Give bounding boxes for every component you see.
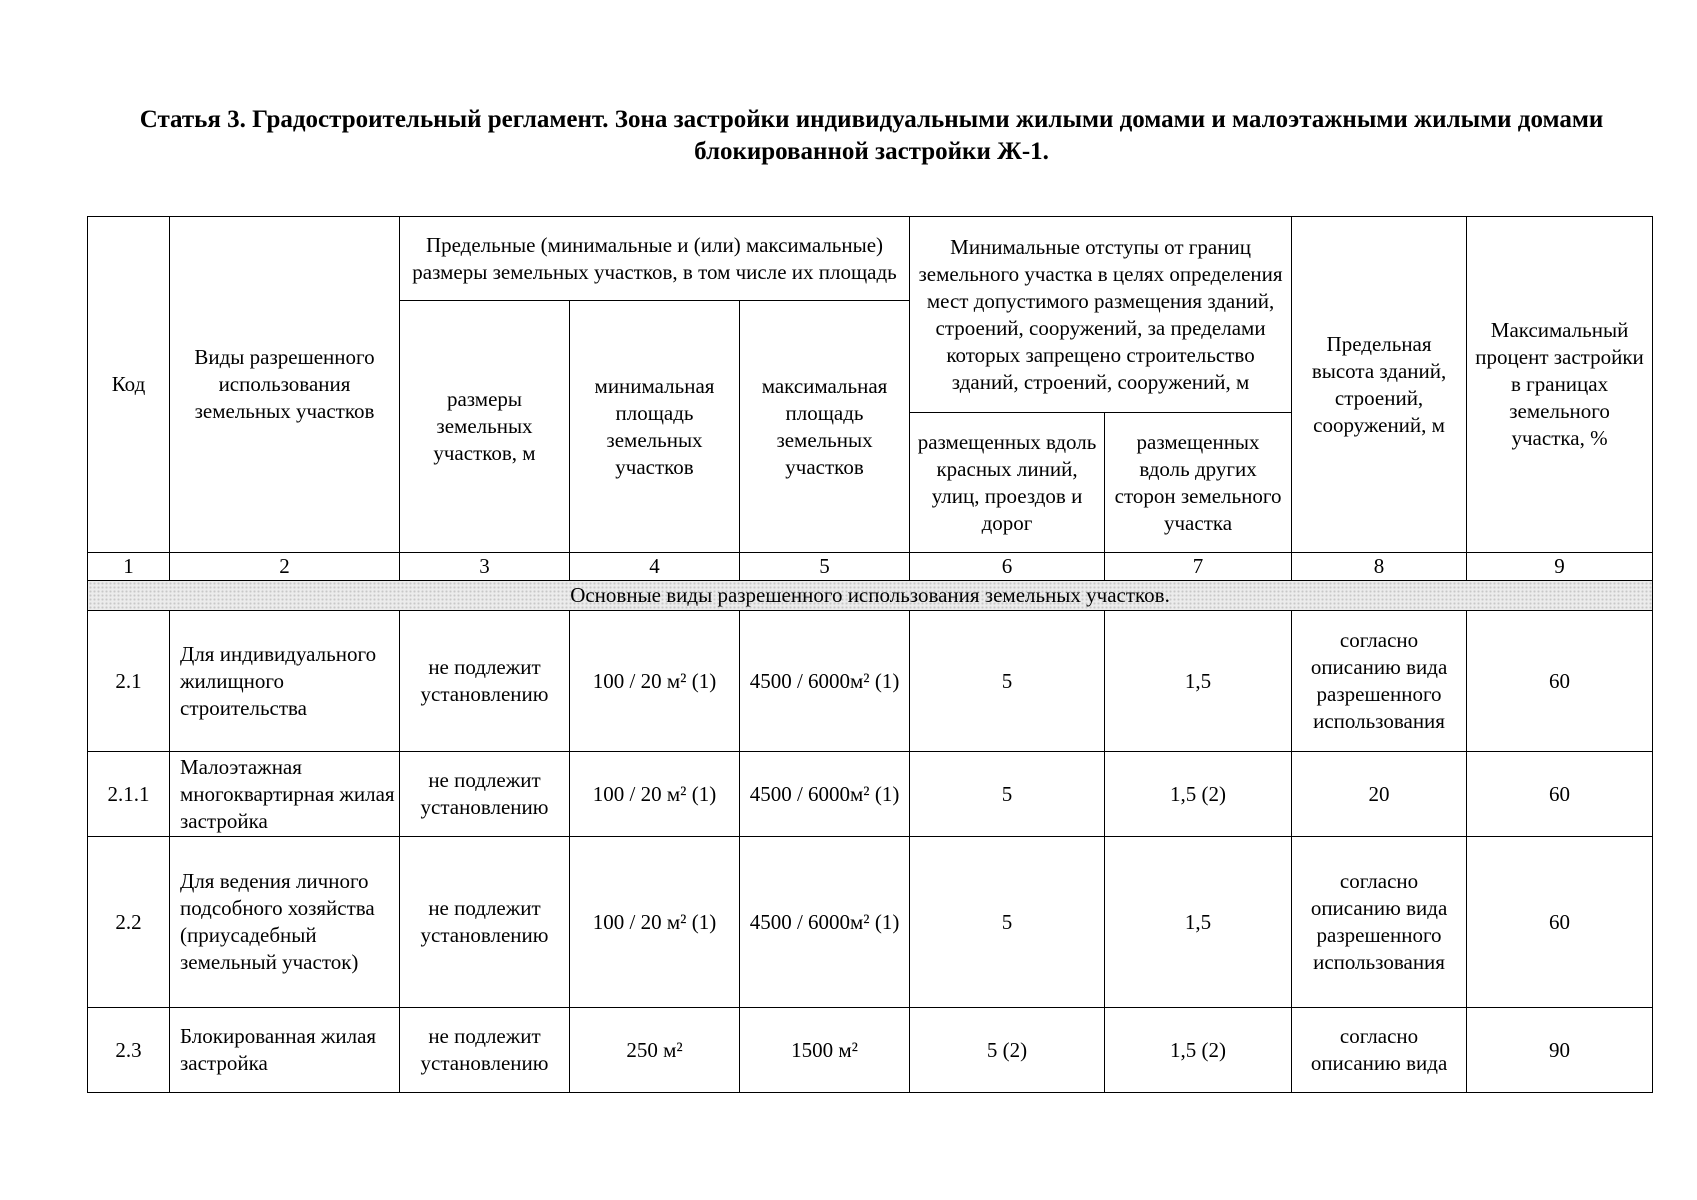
row-code: 2.1 — [88, 611, 170, 752]
row-setback-red: 5 — [910, 611, 1105, 752]
row-height: согласно описанию вида разрешенного использования — [1292, 837, 1467, 1008]
table-row — [88, 837, 1653, 1008]
section-label: Основные виды разрешенного использования земельных участков. — [88, 581, 1653, 611]
page-title: Статья 3. Градостроительный регламент. Зона застройки индивидуальными жилыми домами и малоэтажными жилыми домами блокированной застройки Ж-1. — [139, 106, 1604, 165]
row-code: 2.2 — [88, 837, 170, 1008]
row-max-area: 4500 / 6000м² (1) — [740, 752, 910, 837]
column-number: 8 — [1292, 553, 1467, 581]
row-name: Блокированная жилая застройка — [170, 1008, 400, 1093]
header-coverage: Максимальный процент застройки в границах земельного участка, % — [1467, 217, 1653, 553]
column-number: 5 — [740, 553, 910, 581]
row-height: 20 — [1292, 752, 1467, 837]
row-setback-red: 5 — [910, 837, 1105, 1008]
row-height: согласно описанию вида — [1292, 1008, 1467, 1093]
row-coverage: 60 — [1467, 752, 1653, 837]
row-max-area: 4500 / 6000м² (1) — [740, 611, 910, 752]
row-sizes: не подлежит установлению — [400, 837, 570, 1008]
row-height: согласно описанию вида разрешенного использования — [1292, 611, 1467, 752]
header-setback-other: размещенных вдоль других сторон земельного участка — [1105, 413, 1292, 553]
row-code: 2.3 — [88, 1008, 170, 1093]
column-number: 1 — [88, 553, 170, 581]
column-number: 4 — [570, 553, 740, 581]
row-setback-other: 1,5 — [1105, 837, 1292, 1008]
row-code: 2.1.1 — [88, 752, 170, 837]
row-setback-red: 5 (2) — [910, 1008, 1105, 1093]
row-setback-other: 1,5 (2) — [1105, 752, 1292, 837]
regulation-table — [87, 216, 1653, 1093]
header-max-area: максимальная площадь земельных участков — [740, 301, 910, 553]
header-height: Предельная высота зданий, строений, сооружений, м — [1292, 217, 1467, 553]
row-name: Малоэтажная многоквартирная жилая застройка — [170, 752, 400, 837]
row-setback-other: 1,5 (2) — [1105, 1008, 1292, 1093]
row-coverage: 60 — [1467, 611, 1653, 752]
row-sizes: не подлежит установлению — [400, 752, 570, 837]
row-min-area: 250 м² — [570, 1008, 740, 1093]
column-number: 6 — [910, 553, 1105, 581]
header-use-types: Виды разрешенного использования земельных участков — [170, 217, 400, 553]
row-name: Для ведения личного подсобного хозяйства (приусадебный земельный участок) — [170, 837, 400, 1008]
column-number: 7 — [1105, 553, 1292, 581]
column-number-row — [88, 553, 1653, 581]
table-row — [88, 1008, 1653, 1093]
header-code: Код — [88, 217, 170, 553]
row-sizes: не подлежит установлению — [400, 1008, 570, 1093]
row-setback-other: 1,5 — [1105, 611, 1292, 752]
table-row — [88, 752, 1653, 837]
row-min-area: 100 / 20 м² (1) — [570, 752, 740, 837]
column-number: 2 — [170, 553, 400, 581]
row-name: Для индивидуального жилищного строительства — [170, 611, 400, 752]
row-coverage: 60 — [1467, 837, 1653, 1008]
row-min-area: 100 / 20 м² (1) — [570, 611, 740, 752]
row-max-area: 4500 / 6000м² (1) — [740, 837, 910, 1008]
column-number: 3 — [400, 553, 570, 581]
header-limits-group: Предельные (минимальные и (или) максимальные) размеры земельных участков, в том числе их площадь — [400, 217, 910, 301]
header-setback-red: размещенных вдоль красных линий, улиц, проездов и дорог — [910, 413, 1105, 553]
header-setbacks-group: Минимальные отступы от границ земельного участка в целях определения мест допустимого размещения зданий, строений, сооружений, за пределами которых запрещено строительство зданий, строений, сооружений, м — [910, 217, 1292, 413]
row-sizes: не подлежит установлению — [400, 611, 570, 752]
row-coverage: 90 — [1467, 1008, 1653, 1093]
row-max-area: 1500 м² — [740, 1008, 910, 1093]
row-setback-red: 5 — [910, 752, 1105, 837]
row-min-area: 100 / 20 м² (1) — [570, 837, 740, 1008]
header-sizes: размеры земельных участков, м — [400, 301, 570, 553]
table-row — [88, 611, 1653, 752]
header-min-area: минимальная площадь земельных участков — [570, 301, 740, 553]
column-number: 9 — [1467, 553, 1653, 581]
